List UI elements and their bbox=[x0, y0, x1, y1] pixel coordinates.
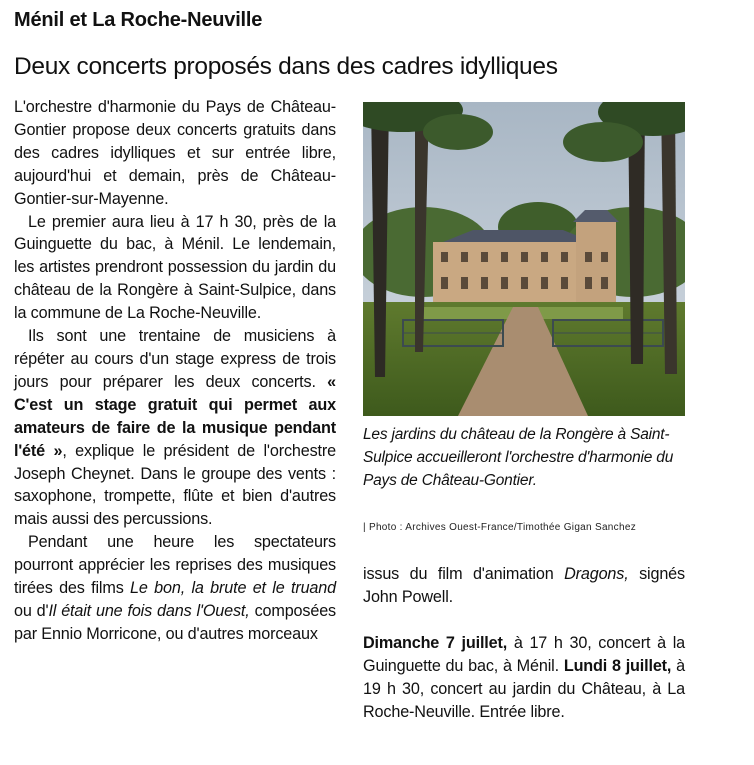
paragraph-program-end: composées par Ennio Morricone, ou d'autres morceaux bbox=[14, 601, 336, 643]
paragraph-musicians-end: , explique le président de l'orchestre Joseph Cheynet. Dans le groupe des vents : saxophone, trompette, flûte et bien d'autres mais aussi des percussions. bbox=[14, 441, 336, 529]
concert-details-2: à 19 h 30, concert au jardin du Château, à La Roche-Neuville. Entrée libre. bbox=[363, 657, 685, 721]
president-quote: « C'est un stage gratuit qui permet aux amateurs de faire de la musique pendant l'été » bbox=[14, 372, 336, 460]
paragraph-musicians bbox=[14, 325, 336, 531]
left-column bbox=[14, 96, 336, 646]
paragraph-program-start: Pendant une heure les spectateurs pourront apprécier les reprises des musiques tirées des films bbox=[14, 533, 336, 598]
section-title: Ménil et La Roche-Neuville bbox=[14, 9, 263, 31]
chateau-photo bbox=[363, 102, 685, 416]
photo-caption: Les jardins du château de la Rongère à Saint-Sulpice accueilleront l'orchestre d'harmonie du Pays de Château-Gontier. bbox=[363, 426, 674, 489]
paragraph-program-mid: ou d' bbox=[14, 601, 49, 620]
photo-credit: | Photo : Archives Ouest-France/Timothée Gigan Sanchez bbox=[363, 522, 636, 533]
paragraph-program bbox=[14, 531, 336, 646]
continuation-start: issus du film d'animation bbox=[363, 565, 565, 583]
paragraph-intro: L'orchestre d'harmonie du Pays de Château-Gontier propose deux concerts gratuits dans des cadres idylliques et sur entrée libre, aujourd'hui et demain, près de Château-Gontier-sur-Mayenne. bbox=[14, 98, 336, 208]
right-column bbox=[363, 563, 685, 724]
continuation-end: signés John Powell. bbox=[363, 565, 685, 606]
paragraph-musicians-start: Ils sont une trentaine de musiciens à répéter au cours d'un stage express de trois jours pour préparer les deux concerts. bbox=[14, 327, 336, 391]
concert-day-1: Dimanche 7 juillet, bbox=[363, 634, 508, 652]
film-title-1: Le bon, la brute et le truand bbox=[130, 579, 336, 598]
concert-info bbox=[363, 632, 685, 724]
concert-day-2: Lundi 8 juillet, bbox=[563, 657, 672, 675]
concert-details-1: à 17 h 30, concert à la Guinguette du bac, à Ménil. bbox=[363, 634, 685, 675]
paragraph-continuation bbox=[363, 563, 685, 609]
article-headline: Deux concerts proposés dans des cadres idylliques bbox=[14, 53, 558, 80]
paragraph-locations: Le premier aura lieu à 17 h 30, près de la Guinguette du bac, à Ménil. Le lendemain, les artistes prendront possession du jardin du château de la Rongère à Saint-Sulpice, dans la commune de La Roche-Neuville. bbox=[14, 212, 336, 323]
film-title-3: Dragons, bbox=[564, 565, 629, 583]
film-title-2: Il était une fois dans l'Ouest, bbox=[48, 601, 250, 620]
